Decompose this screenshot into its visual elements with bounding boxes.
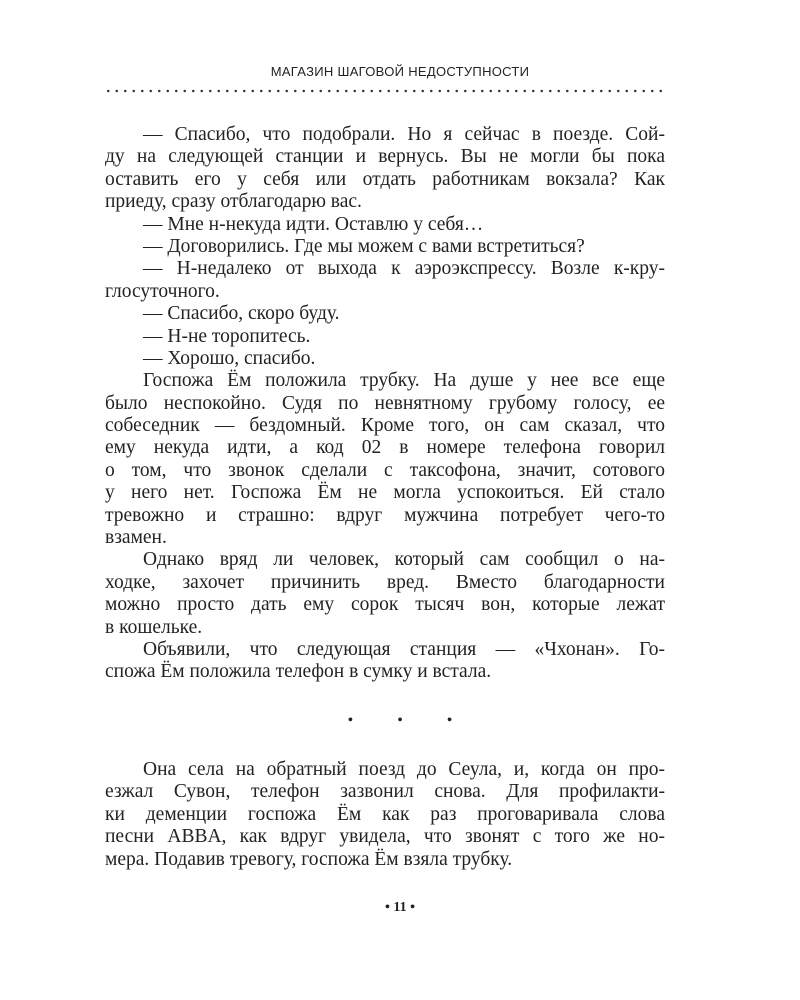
text-line: собеседник — бездомный. Кроме того, он сам сказал, что xyxy=(105,415,665,437)
section-separator: • • • xyxy=(347,712,473,729)
text-line: — Хорошо, спасибо. xyxy=(143,347,316,369)
text-line: спожа Ём положила телефон в сумку и встала. xyxy=(105,661,492,683)
text-line: тревожно и страшно: вдруг мужчина потребует чего-то xyxy=(105,504,665,526)
text-line: о том, что звонок сделали с таксофона, значит, сотового xyxy=(105,459,665,481)
text-line: можно просто дать ему сорок тысяч вон, которые лежат xyxy=(105,594,665,616)
text-line: Объявили, что следующая станция — «Чхонан». Го- xyxy=(143,638,665,660)
text-line: оставить его у себя или отдать работникам вокзала? Как xyxy=(105,168,665,190)
text-line: — Спасибо, скоро буду. xyxy=(143,303,340,325)
running-header: МАГАЗИН ШАГОВОЙ НЕДОСТУПНОСТИ xyxy=(270,64,530,79)
text-line: песни ABBA, как вдруг увидела, что звонят с того же но- xyxy=(105,826,665,848)
body-text-section-2 xyxy=(105,759,665,871)
text-line: — Н-недалеко от выхода к аэроэкспрессу. Возле к-кру- xyxy=(143,258,665,280)
page-number: • 11 • xyxy=(384,900,416,915)
text-line: ки деменции госпожа Ём как раз проговаривала слова xyxy=(105,803,665,825)
text-line: Она села на обратный поезд до Сеула, и, когда он про- xyxy=(143,759,665,780)
text-line: приеду, сразу отблагодарю вас. xyxy=(105,191,362,213)
text-line: было неспокойно. Судя по невнятному грубому голосу, ее xyxy=(105,392,665,414)
text-line: ду на следующей станции и вернусь. Вы не могли бы пока xyxy=(105,146,665,168)
text-line: у него нет. Госпожа Ём не могла успокоиться. Ей стало xyxy=(105,482,665,504)
text-line: в кошельке. xyxy=(105,616,203,638)
text-line: глосуточного. xyxy=(105,280,220,302)
text-line: — Договорились. Где мы можем с вами встретиться? xyxy=(143,235,585,257)
text-line: ему некуда идти, а код 02 в номере телефона говорил xyxy=(105,437,665,459)
text-line: Однако вряд ли человек, который сам сообщил о на- xyxy=(143,549,665,571)
text-line: мера. Подавив тревогу, госпожа Ём взяла трубку. xyxy=(105,848,513,870)
text-line: — Н-не торопитесь. xyxy=(143,325,311,347)
text-line: езжал Сувон, телефон зазвонил снова. Для профилакти- xyxy=(105,781,665,803)
text-line: — Мне н-некуда идти. Оставлю у себя… xyxy=(143,213,484,235)
text-line: Госпожа Ём положила трубку. На душе у нее все еще xyxy=(143,370,665,392)
body-text-section-1 xyxy=(105,124,665,684)
text-line: — Спасибо, что подобрали. Но я сейчас в поезде. Сой- xyxy=(143,124,665,145)
text-line: взамен. xyxy=(105,527,167,549)
text-line: ходке, захочет причинить вред. Вместо благодарности xyxy=(105,571,665,593)
dotted-divider xyxy=(104,89,666,93)
